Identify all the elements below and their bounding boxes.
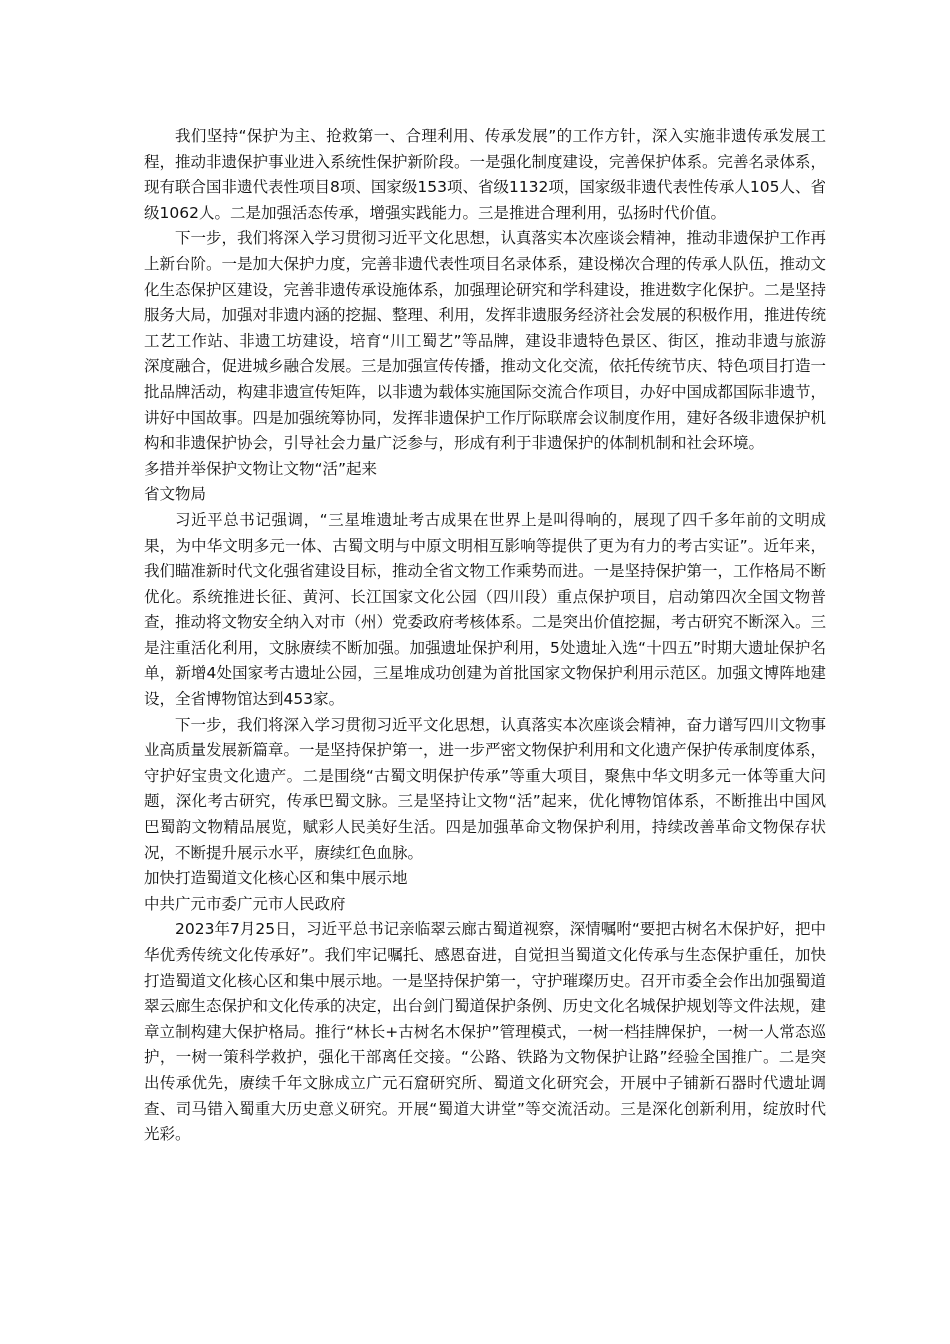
document-page: [144, 124, 826, 1148]
section-org: 省文物局: [144, 485, 207, 504]
paragraph: 2023年7月25日，习近平总书记亲临翠云廊古蜀道视察，深情嘱咐“要把古树名木保护好，把中华优秀传统文化传承好”。我们牢记嘱托、感恩奋进，自觉担当蜀道文化传承与生态保护重任，加快打造蜀道文化核心区和集中展示地。一是坚持保护第一，守护璀璨历史。召开市委全会作出加强蜀道翠云廊生态保护和文化传承的决定，出台剑门蜀道保护条例、历史文化名城保护规划等文件法规，建章立制构建大保护格局。推行“林长+古树名木保护”管理模式，一树一档挂牌保护，一树一人常态巡护，一树一策科学救护，强化干部离任交接。“公路、铁路为文物保护让路”经验全国推广。二是突出传承优先，赓续千年文脉成立广元石窟研究所、蜀道文化研究会，开展中子铺新石器时代遗址调查、司马错入蜀重大历史意义研究。开展“蜀道大讲堂”等交流活动。三是深化创新利用，绽放时代光彩。: [144, 920, 827, 1144]
section-heading: 多措并举保护文物让文物“活”起来: [144, 459, 378, 478]
paragraph: 下一步，我们将深入学习贯彻习近平文化思想，认真落实本次座谈会精神，推动非遗保护工作再上新台阶。一是加大保护力度，完善非遗代表性项目名录体系，建设梯次合理的传承人队伍，推动文化生态保护区建设，完善非遗传承设施体系，加强理论研究和学科建设，推进数字化保护。二是坚持服务大局，加强对非遗内涵的挖掘、整理、利用，发挥非遗服务经济社会发展的积极作用，推进传统工艺工作站、非遗工坊建设，培育“川工蜀艺”等品牌，建设非遗特色景区、街区，推动非遗与旅游深度融合，促进城乡融合发展。三是加强宣传传播，推动文化交流，依托传统节庆、特色项目打造一批品牌活动，构建非遗宣传矩阵，以非遗为载体实施国际交流合作项目，办好中国成都国际非遗节，讲好中国故事。四是加强统筹协同，发挥非遗保护工作厅际联席会议制度作用，建好各级非遗保护机构和非遗保护协会，引导社会力量广泛参与，形成有利于非遗保护的体制机制和社会环境。: [144, 229, 827, 453]
paragraph: 习近平总书记强调，“三星堆遗址考古成果在世界上是叫得响的，展现了四千多年前的文明成果，为中华文明多元一体、古蜀文明与中原文明相互影响等提供了更为有力的考古实证”。近年来，我们瞄准新时代文化强省建设目标，推动全省文物工作乘势而进。一是坚持保护第一，工作格局不断优化。系统推进长征、黄河、长江国家文化公园（四川段）重点保护项目，启动第四次全国文物普查，推动将文物安全纳入对市（州）党委政府考核体系。二是突出价值挖掘，考古研究不断深入。三是注重活化利用，文脉赓续不断加强。加强遗址保护利用，5处遗址入选“十四五”时期大遗址保护名单，新增4处国家考古遗址公园，三星堆成功创建为首批国家文物保护利用示范区。加强文博阵地建设，全省博物馆达到453家。: [144, 510, 827, 709]
section-org: 中共广元市委广元市人民政府: [144, 894, 346, 913]
section-heading: 加快打造蜀道文化核心区和集中展示地: [144, 869, 408, 888]
paragraph: 下一步，我们将深入学习贯彻习近平文化思想，认真落实本次座谈会精神，奋力谱写四川文物事业高质量发展新篇章。一是坚持保护第一，进一步严密文物保护利用和文化遗产保护传承制度体系，守护好宝贵文化遗产。二是围绕“古蜀文明保护传承”等重大项目，聚焦中华文明多元一体等重大问题，深化考古研究，传承巴蜀文脉。三是坚持让文物“活”起来，优化博物馆体系，不断推出中国风巴蜀韵文物精品展览，赋彩人民美好生活。四是加强革命文物保护利用，持续改善革命文物保存状况，不断提升展示水平，赓续红色血脉。: [144, 715, 827, 862]
paragraph: 我们坚持“保护为主、抢救第一、合理利用、传承发展”的工作方针，深入实施非遗传承发展工程，推动非遗保护事业进入系统性保护新阶段。一是强化制度建设，完善保护体系。完善名录体系，现有联合国非遗代表性项目8项、国家级153项、省级1132项，国家级非遗代表性传承人105人、省级1062人。二是加强活态传承，增强实践能力。三是推进合理利用，弘扬时代价值。: [144, 127, 827, 222]
